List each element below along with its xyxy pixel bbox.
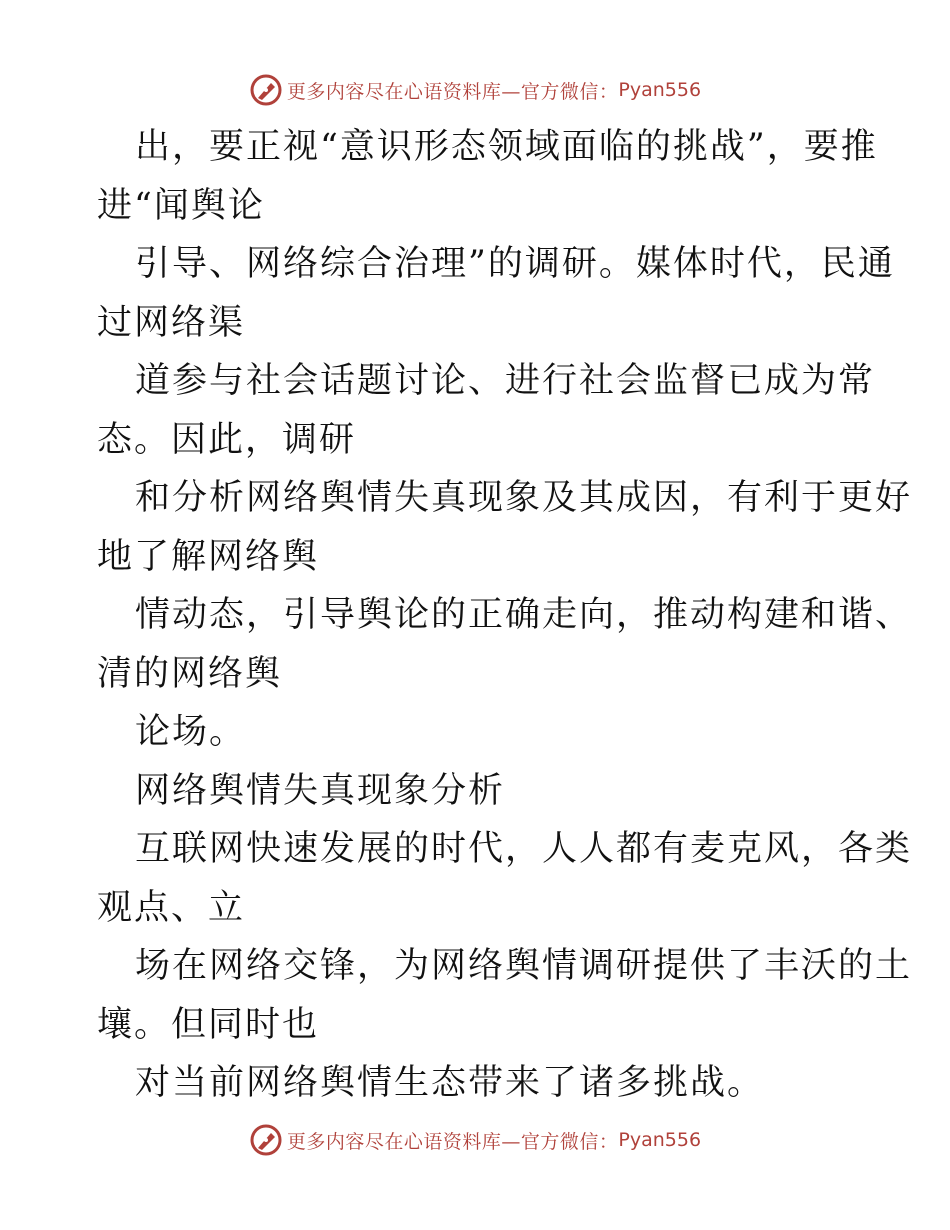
body-line: 观点、立 [97, 887, 246, 928]
pen-nib-circle-logo-icon [249, 73, 283, 107]
header-banner-text: 更多内容尽在心语资料库—官方微信： [286, 80, 619, 103]
body-line: 地了解网络舆 [97, 536, 320, 577]
body-line: 情动态，引导舆论的正确走向，推动构建和谐、 [135, 595, 913, 635]
header-wechat-id: Pyan556 [618, 79, 702, 101]
section-heading: 网络舆情失真现象分析 [135, 770, 506, 811]
body-line: 出，要正视“意识形态领域面临的挑战”，要推 [135, 127, 878, 167]
body-line: 对当前网络舆情生态带来了诸多挑战。 [135, 1063, 765, 1103]
document-body [97, 118, 913, 1113]
body-line: 论场。 [135, 712, 247, 752]
body-line: 过网络渠 [97, 302, 246, 343]
footer-banner [0, 1120, 950, 1160]
header-banner [0, 70, 950, 110]
body-line: 清的网络舆 [97, 653, 283, 694]
body-line: 引导、网络综合治理”的调研。媒体时代，民通 [135, 244, 895, 284]
body-line: 互联网快速发展的时代，人人都有麦克风，各类 [135, 829, 913, 869]
body-line: 态。因此，调研 [97, 419, 357, 460]
footer-wechat-id: Pyan556 [618, 1129, 702, 1151]
body-line: 和分析网络舆情失真现象及其成因，有利于更好 [135, 478, 913, 518]
body-line: 道参与社会话题讨论、进行社会监督已成为常 [135, 361, 876, 401]
footer-banner-text: 更多内容尽在心语资料库—官方微信： [286, 1130, 619, 1153]
body-line: 壤。但同时也 [97, 1004, 320, 1045]
body-line: 场在网络交锋，为网络舆情调研提供了丰沃的土 [135, 946, 913, 986]
body-line: 进“闻舆论 [97, 185, 265, 226]
pen-nib-circle-logo-icon [249, 1123, 283, 1157]
